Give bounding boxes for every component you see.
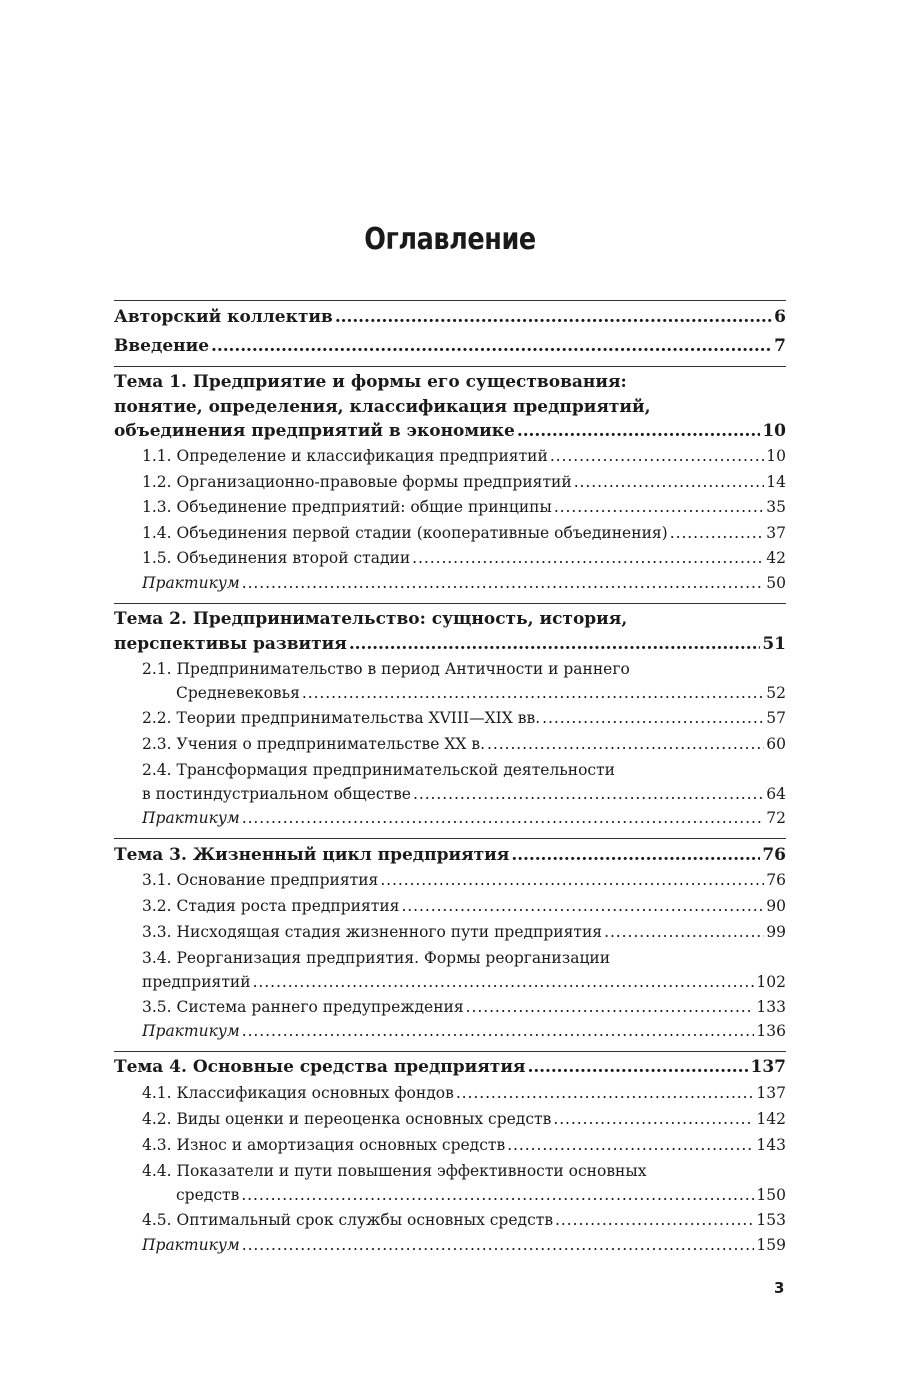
toc-entry-4-4-first-line[interactable]: 4.4. Показатели и пути повышения эффективности основных [142, 1162, 647, 1180]
toc-entry-4-2[interactable]: 4.2. Виды оценки и переоценка основных средств . . . 142 [142, 1110, 786, 1136]
toc-entry-2-2[interactable]: 2.2. Теории предпринимательства XVIII—XIX вв. . . . 57 [142, 709, 786, 735]
toc-entry-3-3[interactable]: 3.3. Нисходящая стадия жизненного пути предприятия . . . 99 [142, 923, 786, 949]
toc-entry-2-4[interactable]: в постиндустриальном обществе . . . 64 [142, 785, 786, 811]
section-divider [114, 838, 786, 839]
toc-entry-3-4-first-line[interactable]: 3.4. Реорганизация предприятия. Формы реорганизации [142, 949, 611, 967]
toc-entry-theme-3[interactable]: Тема 3. Жизненный цикл предприятия . . . 76 [114, 845, 786, 871]
toc-theme-title[interactable]: Тема 1. Предприятие и формы его существования: [114, 372, 627, 392]
page-ref: 90 [766, 897, 786, 915]
toc-entry-3-2[interactable]: 3.2. Стадия роста предприятия . . . 90 [142, 897, 786, 923]
toc-entry-2-1[interactable]: Средневековья . . . 52 [176, 684, 786, 710]
toc-entry-authors[interactable]: Авторский коллектив . . . 6 [114, 307, 786, 333]
toc-entry-theme-2[interactable]: перспективы развития . . . 51 [114, 634, 786, 660]
page-ref: 14 [766, 473, 786, 491]
toc-entry-1-2[interactable]: 1.2. Организационно-правовые формы предприятий . . . 14 [142, 473, 786, 499]
toc-entry-1-5[interactable]: 1.5. Объединения второй стадии . . . 42 [142, 549, 786, 575]
toc-entry-practicum-1[interactable]: Практикум . . . 50 [142, 574, 786, 600]
page-ref: 136 [756, 1022, 786, 1040]
page-ref: 60 [766, 735, 786, 753]
page-ref: 52 [766, 684, 786, 702]
page-ref: 51 [762, 634, 786, 654]
page-ref: 150 [756, 1186, 786, 1204]
toc-entry-3-5[interactable]: 3.5. Система раннего предупреждения . . . 133 [142, 998, 786, 1024]
page-ref: 6 [774, 307, 786, 327]
toc-theme-title[interactable]: понятие, определения, классификация предприятий, [114, 397, 651, 417]
page-ref: 143 [756, 1136, 786, 1154]
page-ref: 35 [766, 498, 786, 516]
page-ref: 76 [766, 871, 786, 889]
page-ref: 76 [762, 845, 786, 865]
page-ref: 137 [750, 1057, 786, 1077]
page-ref: 50 [766, 574, 786, 592]
page-ref: 42 [766, 549, 786, 567]
page-ref: 99 [766, 923, 786, 941]
toc-entry-practicum-2[interactable]: Практикум . . . 72 [142, 809, 786, 835]
page-title: Оглавление [364, 222, 536, 257]
toc-entry-3-1[interactable]: 3.1. Основание предприятия . . . 76 [142, 871, 786, 897]
section-divider [114, 366, 786, 367]
toc-entry-intro[interactable]: Введение . . . 7 [114, 336, 786, 362]
toc-entry-1-1[interactable]: 1.1. Определение и классификация предприятий . . . 10 [142, 447, 786, 473]
page-ref: 153 [756, 1211, 786, 1229]
page-ref: 7 [774, 336, 786, 356]
toc-entry-3-4[interactable]: предприятий . . . 102 [142, 973, 786, 999]
page-ref: 133 [756, 998, 786, 1016]
page-ref: 159 [756, 1236, 786, 1254]
toc-entry-2-3[interactable]: 2.3. Учения о предпринимательстве XX в. . . . 60 [142, 735, 786, 761]
toc-entry-4-4[interactable]: средств . . . 150 [176, 1186, 786, 1212]
page-ref: 64 [766, 785, 786, 803]
toc-entry-1-4[interactable]: 1.4. Объединения первой стадии (кооперативные объединения) . . . 37 [142, 524, 786, 550]
toc-entry-2-1-first-line[interactable]: 2.1. Предпринимательство в период Античности и раннего [142, 660, 630, 678]
toc-entry-1-3[interactable]: 1.3. Объединение предприятий: общие принципы . . . 35 [142, 498, 786, 524]
toc-entry-4-3[interactable]: 4.3. Износ и амортизация основных средств . . . 143 [142, 1136, 786, 1162]
toc-entry-theme-1[interactable]: объединения предприятий в экономике . . . 10 [114, 421, 786, 447]
section-divider [114, 300, 786, 301]
toc-entry-theme-4[interactable]: Тема 4. Основные средства предприятия . . . 137 [114, 1057, 786, 1083]
page-ref: 57 [766, 709, 786, 727]
page-number: 3 [774, 1279, 785, 1297]
section-divider [114, 603, 786, 604]
page-ref: 10 [766, 447, 786, 465]
toc-entry-2-4-first-line[interactable]: 2.4. Трансформация предпринимательской деятельности [142, 761, 615, 779]
toc-entry-practicum-3[interactable]: Практикум . . . 136 [142, 1022, 786, 1048]
page-ref: 72 [766, 809, 786, 827]
toc-entry-4-1[interactable]: 4.1. Классификация основных фондов . . . 137 [142, 1084, 786, 1110]
toc-theme-title[interactable]: Тема 2. Предпринимательство: сущность, история, [114, 609, 628, 629]
page-ref: 142 [756, 1110, 786, 1128]
page-ref: 102 [756, 973, 786, 991]
section-divider [114, 1051, 786, 1052]
toc-entry-4-5[interactable]: 4.5. Оптимальный срок службы основных средств . . . 153 [142, 1211, 786, 1237]
page-ref: 10 [762, 421, 786, 441]
page-ref: 137 [756, 1084, 786, 1102]
page-ref: 37 [766, 524, 786, 542]
toc-entry-practicum-4[interactable]: Практикум . . . 159 [142, 1236, 786, 1262]
